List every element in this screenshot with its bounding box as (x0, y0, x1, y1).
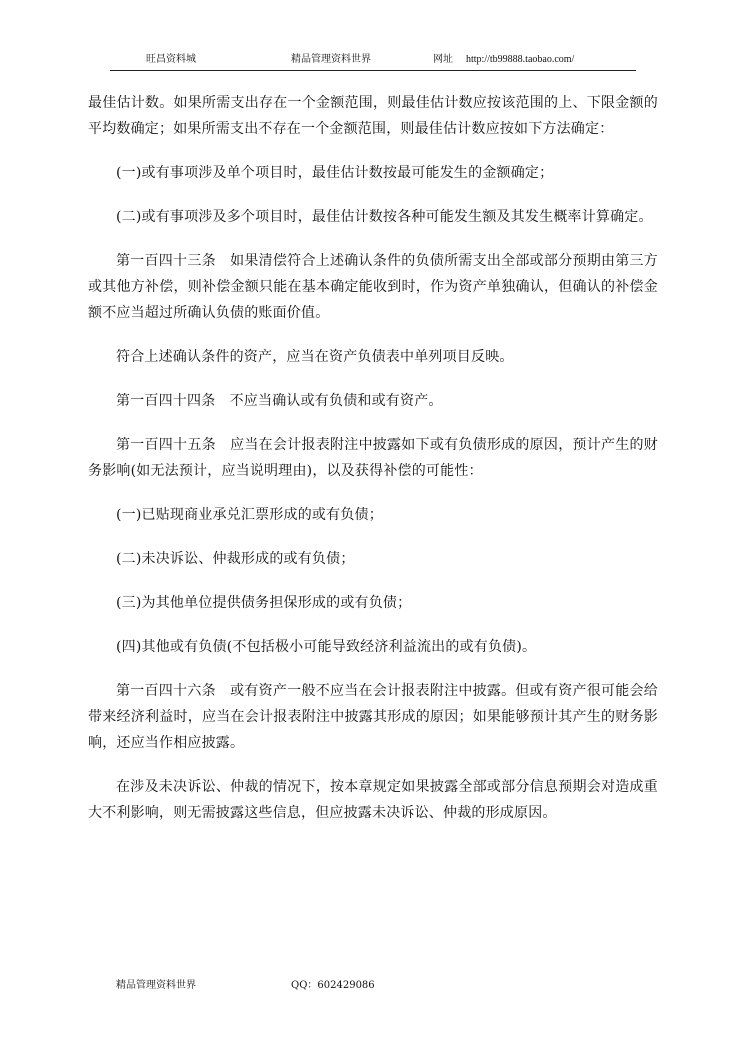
paragraph-item: (四)其他或有负债(不包括极小可能导致经济利益流出的或有负债)。 (116, 639, 537, 655)
paragraph-text: 在涉及未决诉讼、仲裁的情况下，按本章规定如果披露全部或部分信息预期会对造成重大不利影响，则无需披露这些信息，但应披露未决诉讼、仲裁的形成原因。 (88, 779, 658, 821)
footer-site-name: 精品管理资料世界 (116, 980, 196, 991)
document-body (88, 90, 658, 844)
paragraph-continuation: 最佳估计数。如果所需支出存在一个金额范围，则最佳估计数应按该范围的上、下限金额的平均数确定；如果所需支出不存在一个金额范围，则最佳估计数应按如下方法确定： (88, 95, 658, 137)
header-site-name: 旺昌资料城 (146, 54, 196, 65)
paragraph-item: (一)或有事项涉及单个项目时，最佳估计数按最可能发生的金额确定； (116, 165, 554, 181)
paragraph-article-143: 第一百四十三条 如果清偿符合上述确认条件的负债所需支出全部或部分预期由第三方或其他方补偿，则补偿金额只能在基本确定能收到时，作为资产单独确认，但确认的补偿金额不应当超过所确认负债的账面价值。 (88, 253, 658, 321)
paragraph-item: (二)未决诉讼、仲裁形成的或有负债； (116, 551, 355, 567)
paragraph-item: (一)已贴现商业承兑汇票形成的或有负债； (116, 507, 383, 523)
page-header (110, 52, 636, 71)
paragraph-article-145: 第一百四十五条 应当在会计报表附注中披露如下或有负债形成的原因，预计产生的财务影响(如无法预计，应当说明理由)，以及获得补偿的可能性： (88, 437, 658, 479)
footer-qq: QQ：602429086 (291, 980, 375, 991)
paragraph-article-144: 第一百四十四条 不应当确认或有负债和或有资产。 (116, 393, 443, 409)
header-subtitle: 精品管理资料世界 (291, 54, 371, 65)
paragraph-article-146: 第一百四十六条 或有资产一般不应当在会计报表附注中披露。但或有资产很可能会给带来经济利益时，应当在会计报表附注中披露其形成的原因；如果能够预计其产生的财务影响，还应当作相应披露。 (88, 683, 658, 751)
paragraph-item: (二)或有事项涉及多个项目时，最佳估计数按各种可能发生额及其发生概率计算确定。 (116, 209, 653, 225)
page-footer (116, 978, 516, 994)
paragraph-item: (三)为其他单位提供债务担保形成的或有负债； (116, 595, 412, 611)
header-url-link[interactable]: http://tb99888.taobao.com/ (466, 54, 575, 65)
header-url-label: 网址 (433, 54, 453, 65)
paragraph-text: 符合上述确认条件的资产，应当在资产负债表中单列项目反映。 (116, 349, 514, 365)
